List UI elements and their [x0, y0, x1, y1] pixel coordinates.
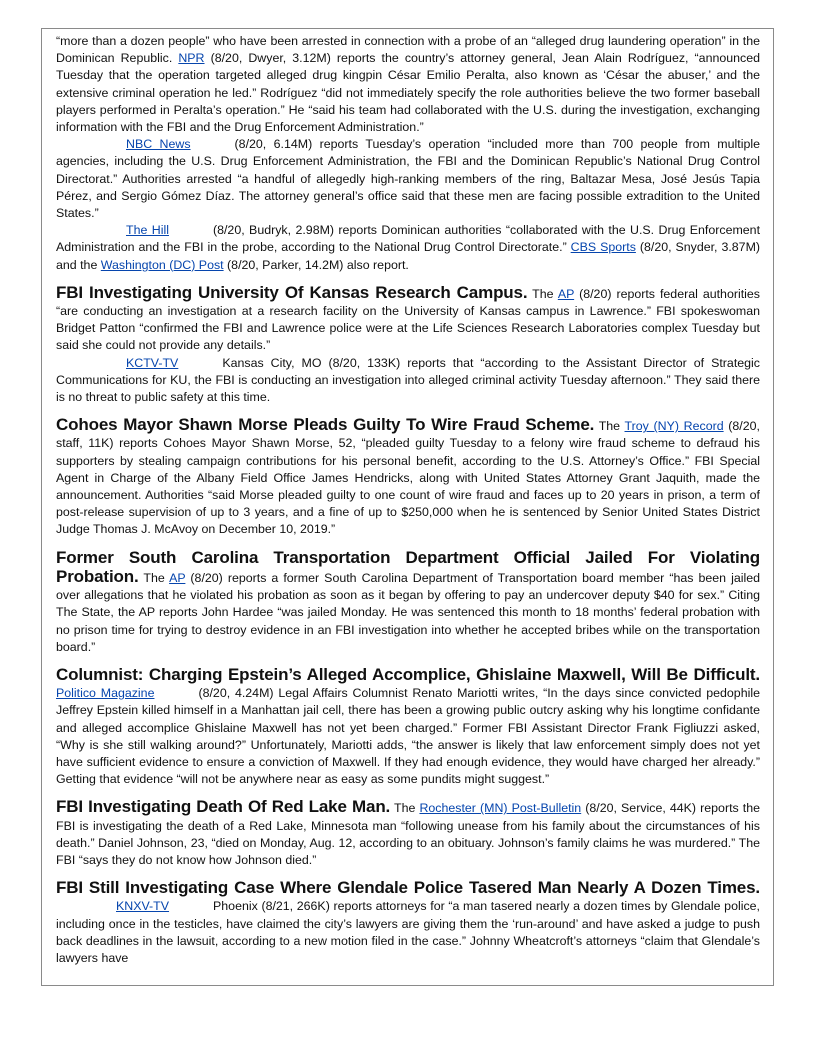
article-paragraph	[56, 666, 760, 788]
source-link[interactable]: Washington (DC) Post	[100, 257, 224, 272]
article-text: (8/20, Service, 44K) reports the FBI is investigating the death of a Red Lake, Minnesota man “following unease from his family about the circumstances of his death.” Daniel Johnson, 23, “died on Monday, Aug. 12, according to an obituary. Johnson’s family claims he was murdered.” The FBI “says they do not know how Johnson died.”	[56, 801, 761, 867]
article-headline: Cohoes Mayor Shawn Morse Pleads Guilty To Wire Fraud Scheme.	[56, 415, 595, 435]
article	[56, 879, 760, 967]
article-text: Phoenix (8/21, 266K) reports attorneys for “a man tasered nearly a dozen times by Glendale police, including once in the testicles, have claimed the city’s lawyers are giving them the ‘run-around’ and have asked a judge to push back deadlines in the lawsuit, according to a new motion filed in the case.” Johnny Wheatcroft’s attorneys “claim that Glendale’s lawyers have	[56, 899, 760, 965]
article-text: (8/20, Parker, 14.2M) also report.	[223, 257, 409, 272]
article-paragraph	[56, 549, 760, 656]
article-paragraph	[56, 416, 760, 538]
source-link[interactable]: AP	[557, 286, 575, 301]
article-text: (8/20, Dwyer, 3.12M) reports the country’s attorney general, Jean Alain Rodríguez, “announced Tuesday that the operation targeted alleged drug kingpin César Emilio Peralta, also known as ‘César the abuser,’ and the extensive criminal operation he led.” Rodríguez “did not immediately specify the role authorities believe the two former baseball players performed in Peralta’s operation.” He “said his team had collaborated with the U.S. during the investigation, exchanging information with the FBI and the Drug Enforcement Administration.”	[56, 51, 760, 135]
article-text: The	[138, 570, 170, 585]
article-text: (8/20, 6.14M) reports Tuesday’s operation “included more than 700 people from multiple agencies, including the U.S. Drug Enforcement Administration, the FBI and the Dominican Republic’s National Drug Control Directorat.” Authorities arrested “a handful of allegedly high-ranking members of the ring, Baltazar Mesa, José Jesús Tapia Pérez, and Sergio Gómez Díaz. The attorney general’s office said that these men are facing possible extradition to the United States.”	[56, 137, 760, 221]
article-headline: FBI Investigating Death Of Red Lake Man.	[56, 797, 391, 817]
article-text: (8/20, Budryk, 2.98M) reports Dominican authorities “collaborated with the U.S. Drug Enforcement Administration and the FBI in the probe, according to the National Drug Control Directorate.”	[56, 223, 761, 255]
article-headline: Former South Carolina Transportation Department Official Jailed For Violating Probation.	[56, 547, 760, 586]
article-paragraph	[56, 798, 760, 869]
article-text: The	[527, 286, 558, 301]
source-link[interactable]: Politico Magazine	[56, 686, 155, 701]
article-text: The	[594, 419, 625, 434]
article-paragraph	[56, 879, 760, 967]
source-link[interactable]: KNXV-TV	[116, 899, 170, 914]
article-headline: FBI Still Investigating Case Where Glendale Police Tasered Man Nearly A Dozen Times.	[56, 878, 760, 898]
article-text: (8/20) reports a former South Carolina Department of Transportation board member “has been jailed over allegations that he violated his probation as soon as it began by offering to pay an undercover deputy $40 for sex.” Citing The State, the AP reports John Hardee “was jailed Monday. He was sentenced this month to 18 months’ federal probation with no prison time for trying to destroy evidence in an FBI investigation into whether he accepted bribes while on the transportation board.”	[56, 570, 760, 654]
article	[56, 549, 760, 656]
source-link[interactable]: Troy (NY) Record	[624, 419, 724, 434]
news-digest-body	[56, 33, 760, 967]
article-text: “more than a dozen people” who have been arrested in connection with a probe of an “alleged drug laundering operation” in the Dominican Republic.	[56, 34, 760, 66]
article-headline: Columnist: Charging Epstein’s Alleged Accomplice, Ghislaine Maxwell, Will Be Difficult.	[56, 664, 760, 684]
article	[56, 666, 760, 788]
article-paragraph	[56, 33, 760, 136]
source-link[interactable]: CBS Sports	[570, 240, 636, 255]
article-text: (8/20) reports federal authorities “are conducting an investigation at a research facility on the University of Kansas campus in Lawrence.” FBI spokeswoman Bridget Patton “confirmed the FBI and Lawrence police were at the Life Sciences Research Laboratories complex Tuesday but said she could not provide any details.”	[56, 286, 760, 353]
article-paragraph	[56, 222, 760, 274]
source-link[interactable]: The Hill	[126, 223, 169, 238]
article-text: Kansas City, MO (8/20, 133K) reports that “according to the Assistant Director of Strategic Communications for KU, the FBI is conducting an investigation into alleged criminal activity Tuesday afternoon.” They said there is no threat to public safety at this time.	[56, 355, 760, 405]
source-link[interactable]: AP	[169, 570, 186, 585]
article-paragraph	[56, 355, 760, 407]
source-link[interactable]: NPR	[178, 51, 205, 66]
article-text: (8/20, Snyder, 3.87M) and the	[56, 240, 761, 272]
source-link[interactable]: KCTV-TV	[126, 355, 179, 370]
article-text: (8/20, 4.24M) Legal Affairs Columnist Renato Mariotti writes, “In the days since convicted pedophile Jeffrey Epstein killed himself in a Manhattan jail cell, there has been a growing public outcry asking why his longtime confidante and alleged accomplice Ghislaine Maxwell has not yet been charged.” Former FBI Assistant Director Frank Figliuzzi asked, “Why is she still walking around?” Unfortunately, Mariotti adds, “the answer is likely that law enforcement simply does not yet have sufficient evidence to ensure a conviction of Maxwell. If they had enough evidence, they would have charged her already.” Getting that evidence “will not be anywhere near as easy as some pundits might suggest.”	[56, 686, 760, 787]
article-paragraph	[56, 136, 760, 222]
article-paragraph	[56, 284, 760, 355]
article	[56, 284, 760, 406]
article	[56, 33, 760, 274]
article-text: The	[390, 801, 420, 816]
article	[56, 798, 760, 869]
article-text: (8/20, staff, 11K) reports Cohoes Mayor Shawn Morse, 52, “pleaded guilty Tuesday to a felony wire fraud scheme to defraud his supporters by stealing campaign contributions for his personal benefit, according to the U.S. Attorney’s Office.” FBI Special Agent in Charge of the Albany Field Office James Hendricks, along with United States Attorney Grant Jaquith, made the announcement. Authorities “said Morse pleaded guilty to one count of wire fraud and faces up to 20 years in prison, a term of post-release supervision of up to 3 years, and a fine of up to $250,000 when he is sentenced by Senior United States District Judge Thomas J. McAvoy on December 10, 2019.”	[56, 419, 760, 537]
article-headline: FBI Investigating University Of Kansas Research Campus.	[56, 282, 528, 302]
source-link[interactable]: Rochester (MN) Post-Bulletin	[419, 801, 582, 816]
source-link[interactable]: NBC News	[126, 137, 191, 152]
article	[56, 416, 760, 538]
